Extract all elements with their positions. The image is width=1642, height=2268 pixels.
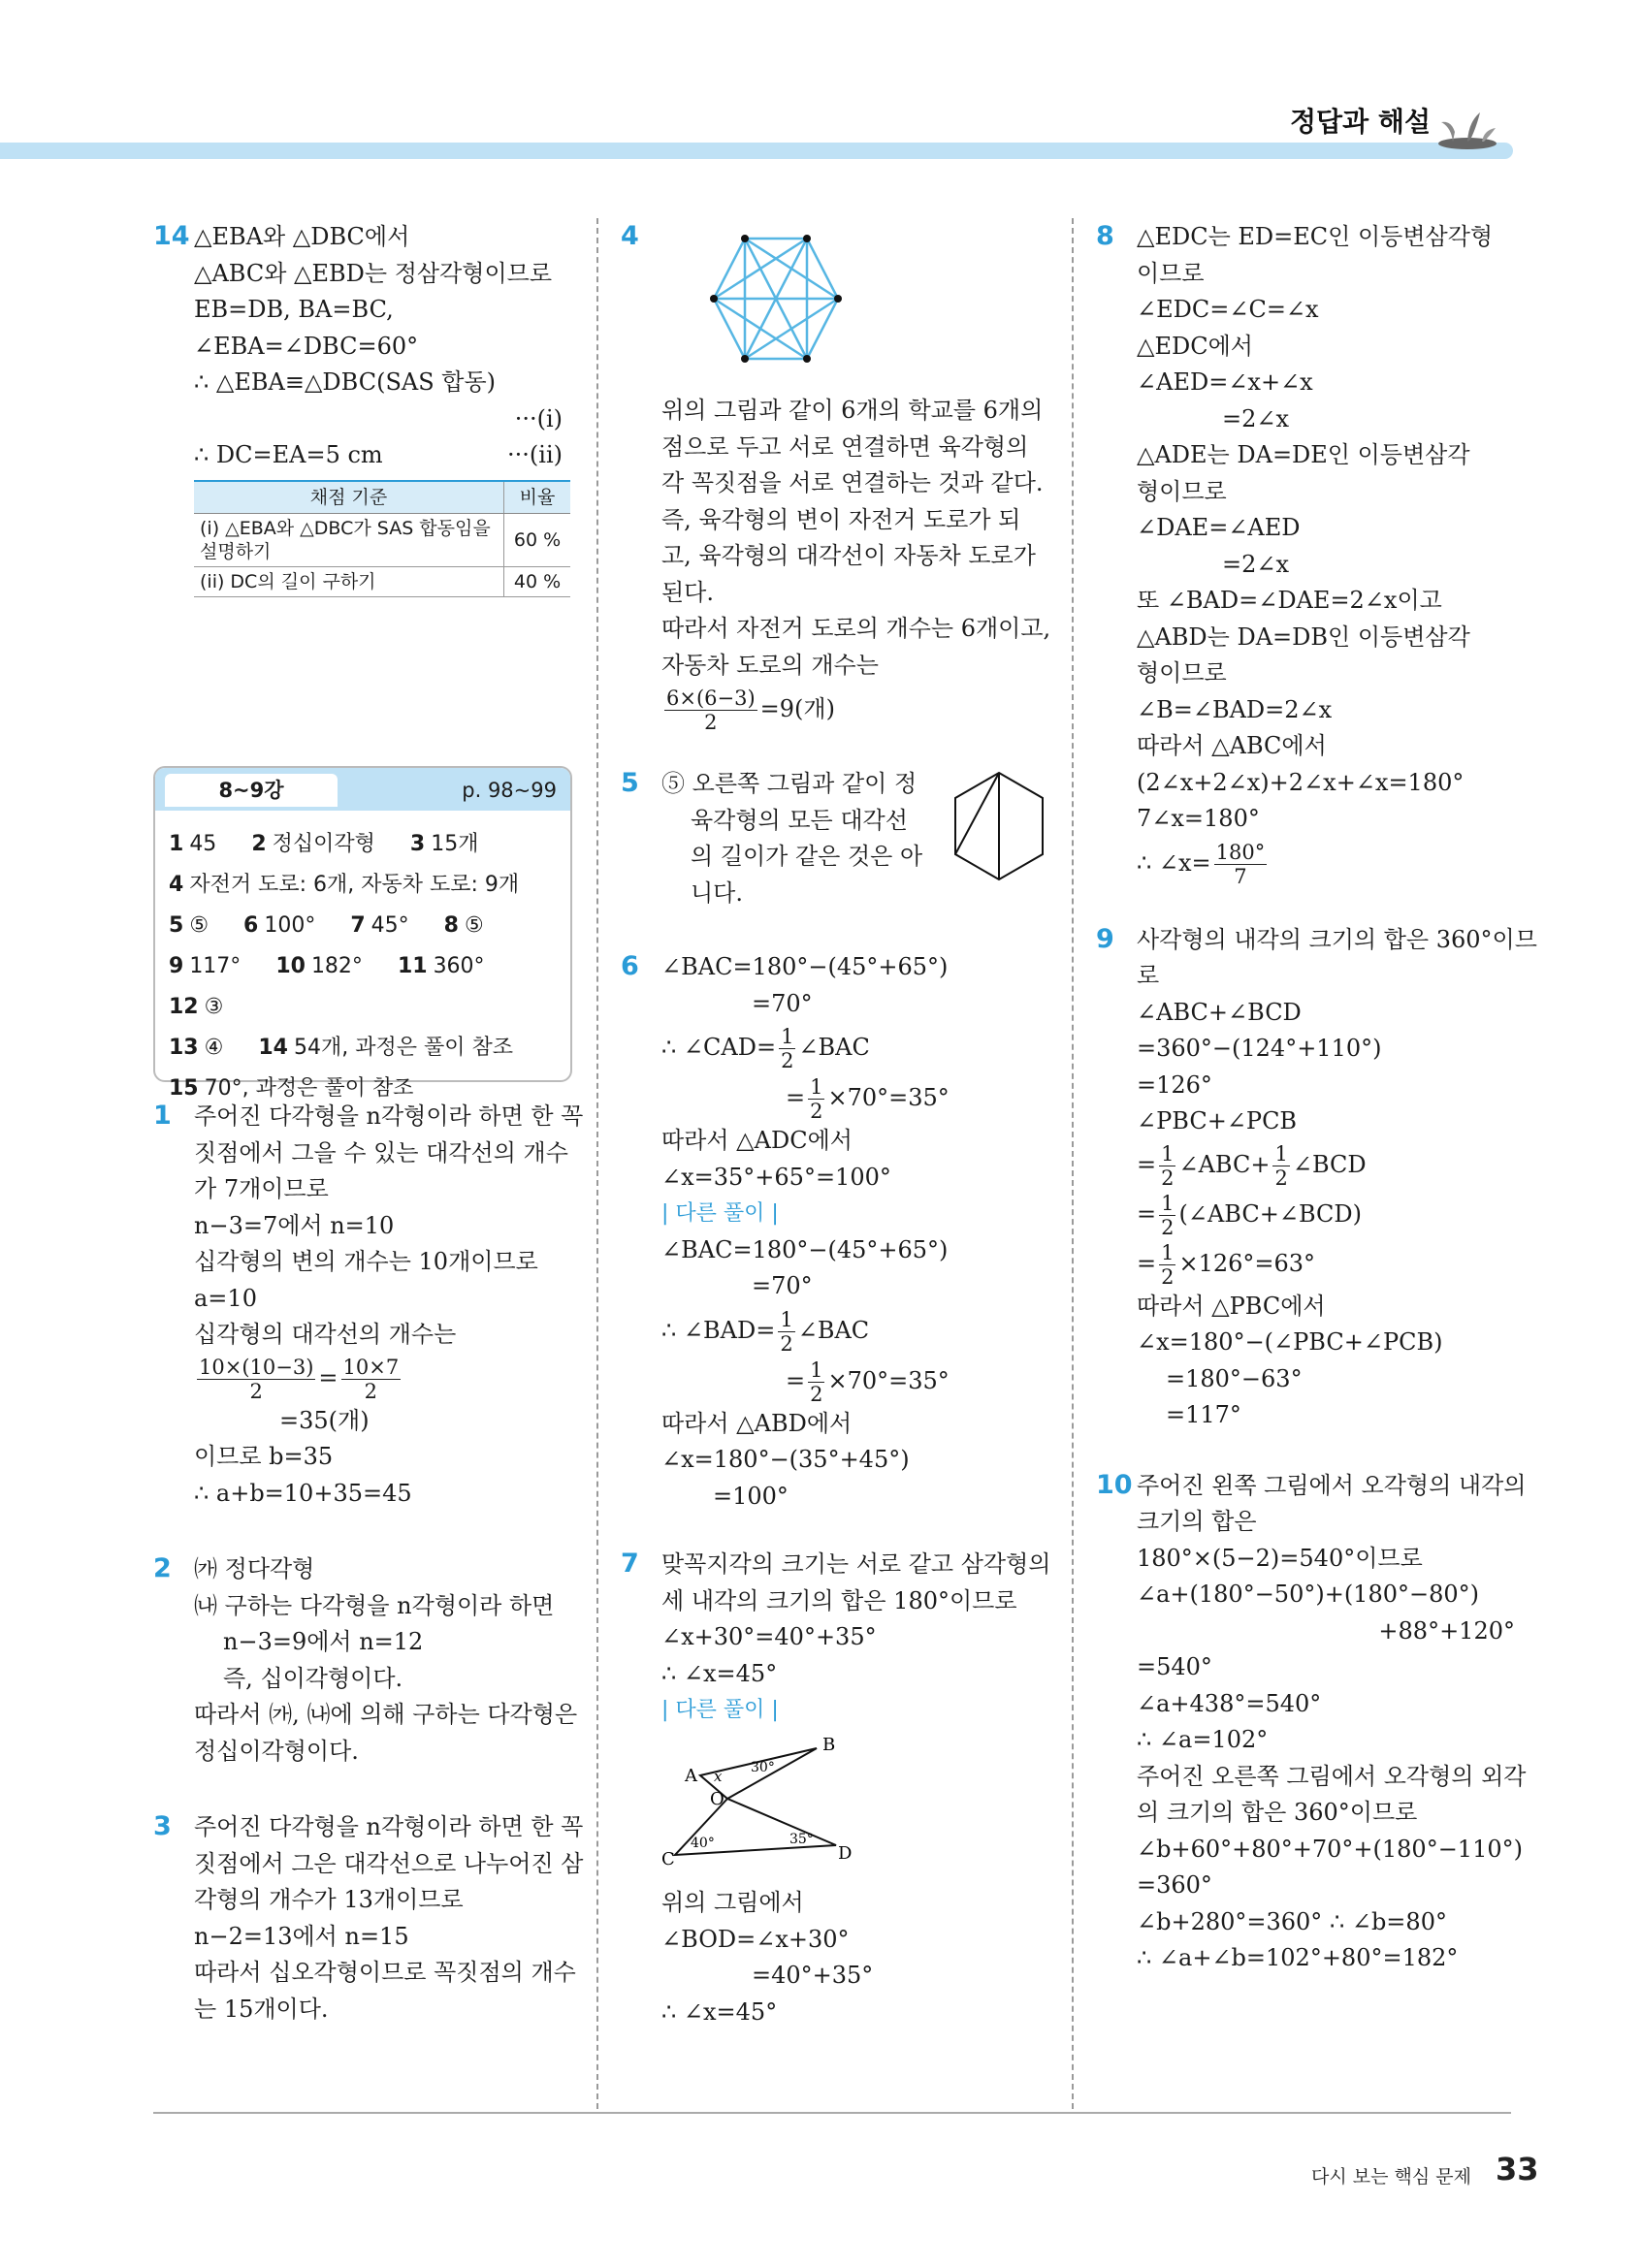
text-line: 이므로 b=35 [194, 1443, 334, 1470]
answer-summary-box [153, 766, 572, 1101]
angle-35: 35° [789, 1831, 814, 1847]
text-line: △EDC에서 [1137, 332, 1253, 360]
fraction-line [621, 684, 1057, 734]
text-line: =35(개) [279, 1406, 370, 1434]
fraction-line: = $\frac{1}{2}$ ∠ABC+ $\frac{1}{2}$ ∠BCD [1137, 1141, 1367, 1190]
denominator: 2 [364, 1379, 378, 1403]
text-line: ∠x=180°−(35°+45°) [661, 1446, 910, 1473]
text-line: ∴ ∠x=45° [661, 1997, 778, 2026]
page-reference: p. 98~99 [462, 779, 557, 802]
answer-row: 15 70°, 과정은 풀이 참조 [169, 1076, 414, 1101]
text-line: 자동차 도로의 개수는 [661, 651, 879, 679]
hexagon-diagram [689, 226, 844, 371]
column-separator-1 [596, 218, 598, 2109]
text-line: 따라서 ㈎, ㈏에 의해 구하는 다각형은 [194, 1701, 578, 1728]
text-line: 의 크기의 합은 360°이므로 [1137, 1799, 1418, 1826]
text-line: ···(i) [514, 404, 563, 432]
table-cell: (ii) DC의 길이 구하기 [194, 566, 504, 596]
text-line: 짓점에서 그을 수 있는 대각선의 개수 [194, 1138, 568, 1166]
fraction-line: = $\frac{1}{2}$ ×70°=35° [786, 1358, 950, 1406]
column-1 [153, 218, 570, 597]
angle-x: x [714, 1767, 723, 1785]
answer-row: 5 ⑤ 6 100° 7 45° 8 ⑤ [169, 913, 484, 938]
answer-row: 4 자전거 도로: 6개, 자동차 도로: 9개 [169, 873, 520, 897]
text-line: ∠x=35°+65°=100° [661, 1163, 891, 1191]
problem-5 [621, 765, 1057, 911]
text-line: 가 7개이므로 [194, 1175, 329, 1202]
text-line: ∴ △EBA≡△DBC(SAS 합동) [194, 368, 497, 396]
text-line: =70° [752, 989, 813, 1017]
alternative-solution-label: | 다른 풀이 | [661, 1698, 779, 1722]
problem-number: 14 [153, 221, 190, 251]
alternative-solution-label: | 다른 풀이 | [661, 1201, 779, 1226]
fraction-line: = $\frac{1}{2}$ (∠ABC+∠BCD) [1137, 1191, 1363, 1239]
text-line: 따라서 △ADC에서 [661, 1127, 853, 1154]
text-line: ∠DAE=∠AED [1137, 514, 1301, 541]
text-line: ∠PBC+∠PCB [1137, 1107, 1298, 1134]
answer-row: 1 45 2 정십이각형 3 15개 [169, 832, 479, 856]
header-title: 정답과 해설 [1290, 106, 1431, 138]
text-line: 사각형의 내각의 크기의 합은 360°이므 [1137, 925, 1537, 953]
problem-number: 8 [1096, 221, 1114, 251]
text-line: 정십이각형이다. [194, 1737, 359, 1765]
problem-number: 2 [153, 1553, 172, 1583]
scoring-table [194, 480, 570, 597]
text-line: 위의 그림에서 [661, 1889, 804, 1916]
table-cell: (i) △EBA와 △DBC가 SAS 합동임을 설명하기 [194, 513, 504, 566]
problem-number: 4 [621, 221, 639, 251]
text-line: 180°×(5−2)=540°이므로 [1137, 1544, 1423, 1572]
fraction-line: = $\frac{1}{2}$ ×70°=35° [786, 1075, 950, 1123]
crossed-triangles-figure [661, 1729, 914, 1874]
text-line: △EBA와 △DBC에서 [194, 223, 410, 250]
text-line: =70° [752, 1272, 813, 1299]
text-line: 된다. [661, 578, 714, 606]
text-line: 크기의 합은 [1137, 1508, 1257, 1535]
denominator: 2 [704, 711, 718, 734]
text-line: ∴ ∠a=102° [1137, 1726, 1269, 1753]
label-A: A [685, 1765, 697, 1786]
text-line: =40°+35° [752, 1962, 874, 1989]
text-line: ∠B=∠BAD=2∠x [1137, 695, 1333, 723]
footer-text: 다시 보는 핵심 문제 [1311, 2166, 1471, 2188]
answer-row: 9 117° 10 182° 11 360°12 ③ [169, 954, 485, 1019]
text-line: △ADE는 DA=DE인 이등변삼각 [1137, 441, 1470, 468]
text-line: 7∠x=180° [1137, 805, 1260, 832]
text-line: =2∠x [1222, 550, 1290, 578]
text-line: n−3=9에서 n=12 [223, 1628, 424, 1655]
text-line: ∠b+280°=360° ∴ ∠b=80° [1137, 1907, 1447, 1935]
text-line: 주어진 다각형을 n각형이라 하면 한 꼭 [194, 1102, 584, 1130]
text-line: 는 15개이다. [194, 1995, 329, 2023]
text-line: 주어진 오른쪽 그림에서 오각형의 외각 [1137, 1762, 1527, 1790]
text-line: △ABC와 △EBD는 정삼각형이므로 [194, 259, 553, 287]
text-line: △EDC는 ED=EC인 이등변삼각형 [1137, 223, 1494, 250]
problem-10 [1096, 1467, 1527, 1977]
text-line: 따라서 자전거 도로의 개수는 6개이고, [661, 615, 1051, 642]
text-line: ∠BAC=180°−(45°+65°) [661, 1235, 949, 1263]
text-line: 즉, 육각형의 변이 자전거 도로가 되 [661, 505, 1021, 533]
text-line: ∴ a+b=10+35=45 [194, 1479, 412, 1507]
answer-row: 13 ④ 14 54개, 과정은 풀이 참조 [169, 1036, 513, 1060]
text-line: ∠ABC+∠BCD [1137, 998, 1302, 1026]
text-line: =360°−(124°+110°) [1137, 1035, 1382, 1062]
text-line: =117° [1166, 1401, 1241, 1428]
text-line: =2∠x [1222, 404, 1290, 432]
denominator: 2 [249, 1379, 263, 1403]
text-line: =360° [1137, 1871, 1212, 1899]
problem-7 [621, 1546, 1057, 2030]
text-line: n−2=13에서 n=15 [194, 1922, 409, 1950]
text-line: 즉, 십이각형이다. [223, 1664, 403, 1692]
text-line: 육각형의 모든 대각선 [691, 806, 908, 834]
lesson-label: 8~9강 [165, 774, 338, 807]
text-line: =9(개) [759, 695, 835, 722]
text-line: 짓점에서 그은 대각선으로 나누어진 삼 [194, 1849, 584, 1877]
label-D: D [838, 1842, 853, 1864]
problem-14 [153, 218, 570, 597]
column-3 [1096, 218, 1537, 1977]
problem-number: 1 [153, 1101, 172, 1131]
text-line: 따라서 십오각형이므로 꼭짓점의 개수 [194, 1959, 576, 1986]
fraction-line: = $\frac{1}{2}$ ×126°=63° [1137, 1240, 1316, 1289]
text-line: ∠BOD=∠x+30° [661, 1925, 850, 1953]
text-line: 맞꼭지각의 크기는 서로 같고 삼각형의 [661, 1550, 1051, 1578]
problem-number: 6 [621, 951, 639, 981]
text-line: ∠b+60°+80°+70°+(180°−110°) [1137, 1835, 1523, 1863]
label-C: C [661, 1848, 675, 1869]
text-line: 고, 육각형의 대각선이 자동차 도로가 [661, 542, 1036, 569]
text-line: 십각형의 대각선의 개수는 [194, 1321, 457, 1348]
problem-2 [153, 1550, 578, 1770]
text-line: +88°+120° [1378, 1616, 1515, 1645]
sprout-icon [1433, 93, 1501, 151]
text-line: EB=DB, BA=BC, [194, 296, 394, 323]
header-bar [0, 143, 1513, 159]
text-line: ∠x=180°−(∠PBC+∠PCB) [1137, 1328, 1443, 1356]
fraction-line: $\frac{10\times(10-3)}{2}$ = $\frac{10\times 7}{2}$ [199, 1355, 400, 1403]
problem-9 [1096, 921, 1537, 1434]
text-line: 따라서 △PBC에서 [1137, 1292, 1326, 1320]
text-line: 각 꼭짓점을 서로 연결하는 것과 같다. [661, 469, 1044, 496]
numerator: 10×7 [342, 1355, 400, 1379]
column-separator-2 [1072, 218, 1074, 2109]
fraction-line: ∴ ∠x= $\frac{180^\circ}{7}$ [1137, 840, 1266, 888]
table-header: 비율 [504, 481, 571, 514]
text-line: 각형의 개수가 13개이므로 [194, 1886, 464, 1913]
problem-3 [153, 1808, 584, 2028]
problem-number: 3 [153, 1811, 172, 1841]
problem-1 [153, 1098, 584, 1512]
problem-number: 7 [621, 1549, 639, 1579]
text-line: 주어진 왼쪽 그림에서 오각형의 내각의 [1137, 1471, 1527, 1499]
text-line: ㈎ 정다각형 [194, 1555, 315, 1582]
problem-6 [621, 948, 1057, 1515]
text-line: 또 ∠BAD=∠DAE=2∠x이고 [1137, 587, 1442, 614]
hexagon-figure [946, 765, 1052, 891]
answer-rows [169, 824, 570, 1109]
text-line: 따라서 △ABC에서 [1137, 732, 1327, 759]
column-2 [621, 218, 1057, 2030]
column-1-lower [153, 1098, 584, 2028]
problem-8 [1096, 218, 1523, 888]
text-line: 주어진 다각형을 n각형이라 하면 한 꼭 [194, 1813, 584, 1840]
text-line: ㈏ 구하는 다각형을 n각형이라 하면 [194, 1591, 555, 1619]
text-line: ∴ ∠x=45° [661, 1659, 778, 1687]
text-line: ∠EBA=∠DBC=60° [194, 332, 419, 360]
text-line: =100° [713, 1482, 789, 1510]
text-line: (2∠x+2∠x)+2∠x+∠x=180° [1137, 768, 1465, 796]
text-line: 세 내각의 크기의 합은 180°이므로 [661, 1586, 1017, 1614]
text-line: 이므로 [1137, 259, 1205, 287]
page-number: 33 [1496, 2151, 1539, 2188]
fraction-line: ∴ ∠CAD= $\frac{1}{2}$ ∠BAC [661, 1025, 870, 1072]
angle-40: 40° [691, 1835, 715, 1851]
text-line: 점으로 두고 서로 연결하면 육각형의 [661, 432, 1029, 461]
label-B: B [822, 1734, 836, 1755]
table-cell: 40 % [504, 566, 571, 596]
text-line: 형이므로 [1137, 659, 1227, 687]
text-line: =540° [1137, 1653, 1212, 1680]
label-O: O [710, 1788, 724, 1809]
problem-number: 5 [621, 768, 639, 798]
text-line: 십각형의 변의 개수는 10개이므로 [194, 1248, 538, 1275]
angle-30: 30° [751, 1759, 775, 1775]
text-line: 형이므로 [1137, 477, 1227, 505]
text-line: 의 길이가 같은 것은 아 [691, 843, 923, 870]
text-line: △ABD는 DA=DB인 이등변삼각 [1137, 623, 1470, 651]
text-line: =180°−63° [1166, 1364, 1303, 1392]
problem-4 [621, 218, 1057, 734]
text-line: ∠x+30°=40°+35° [661, 1623, 877, 1650]
problem-number: 10 [1096, 1469, 1133, 1500]
text-line: ∴ DC=EA=5 cm [194, 441, 383, 468]
text-line: ∴ ∠a+∠b=102°+80°=182° [1137, 1944, 1459, 1971]
text-line: a=10 [194, 1284, 257, 1312]
text-line: 로 [1137, 962, 1160, 989]
text-line: ···(ii) [507, 441, 563, 468]
text-line: ∠a+(180°−50°)+(180°−80°) [1137, 1581, 1480, 1608]
text-line: =126° [1137, 1070, 1212, 1099]
bottom-rule [153, 2112, 1511, 2114]
fraction-line: ∴ ∠BAD= $\frac{1}{2}$ ∠BAC [661, 1307, 870, 1356]
text-line: ⑤ 오른쪽 그림과 같이 정 [661, 770, 918, 797]
table-cell: 60 % [504, 513, 571, 566]
text-line: n−3=7에서 n=10 [194, 1211, 395, 1239]
text-line: ∠AED=∠x+∠x [1137, 368, 1313, 396]
text-line: 위의 그림과 같이 6개의 학교를 6개의 [661, 397, 1044, 424]
table-header: 채점 기준 [194, 481, 504, 514]
text-line: ∠EDC=∠C=∠x [1137, 296, 1319, 323]
problem-number: 9 [1096, 923, 1114, 954]
numerator: 10×(10−3) [199, 1355, 314, 1379]
numerator: 6×(6−3) [666, 687, 756, 710]
text-line: 따라서 △ABD에서 [661, 1409, 853, 1437]
text-line: ∠BAC=180°−(45°+65°) [661, 953, 949, 980]
text-line: ∠a+438°=540° [1137, 1689, 1322, 1717]
text-line: 니다. [691, 878, 743, 907]
